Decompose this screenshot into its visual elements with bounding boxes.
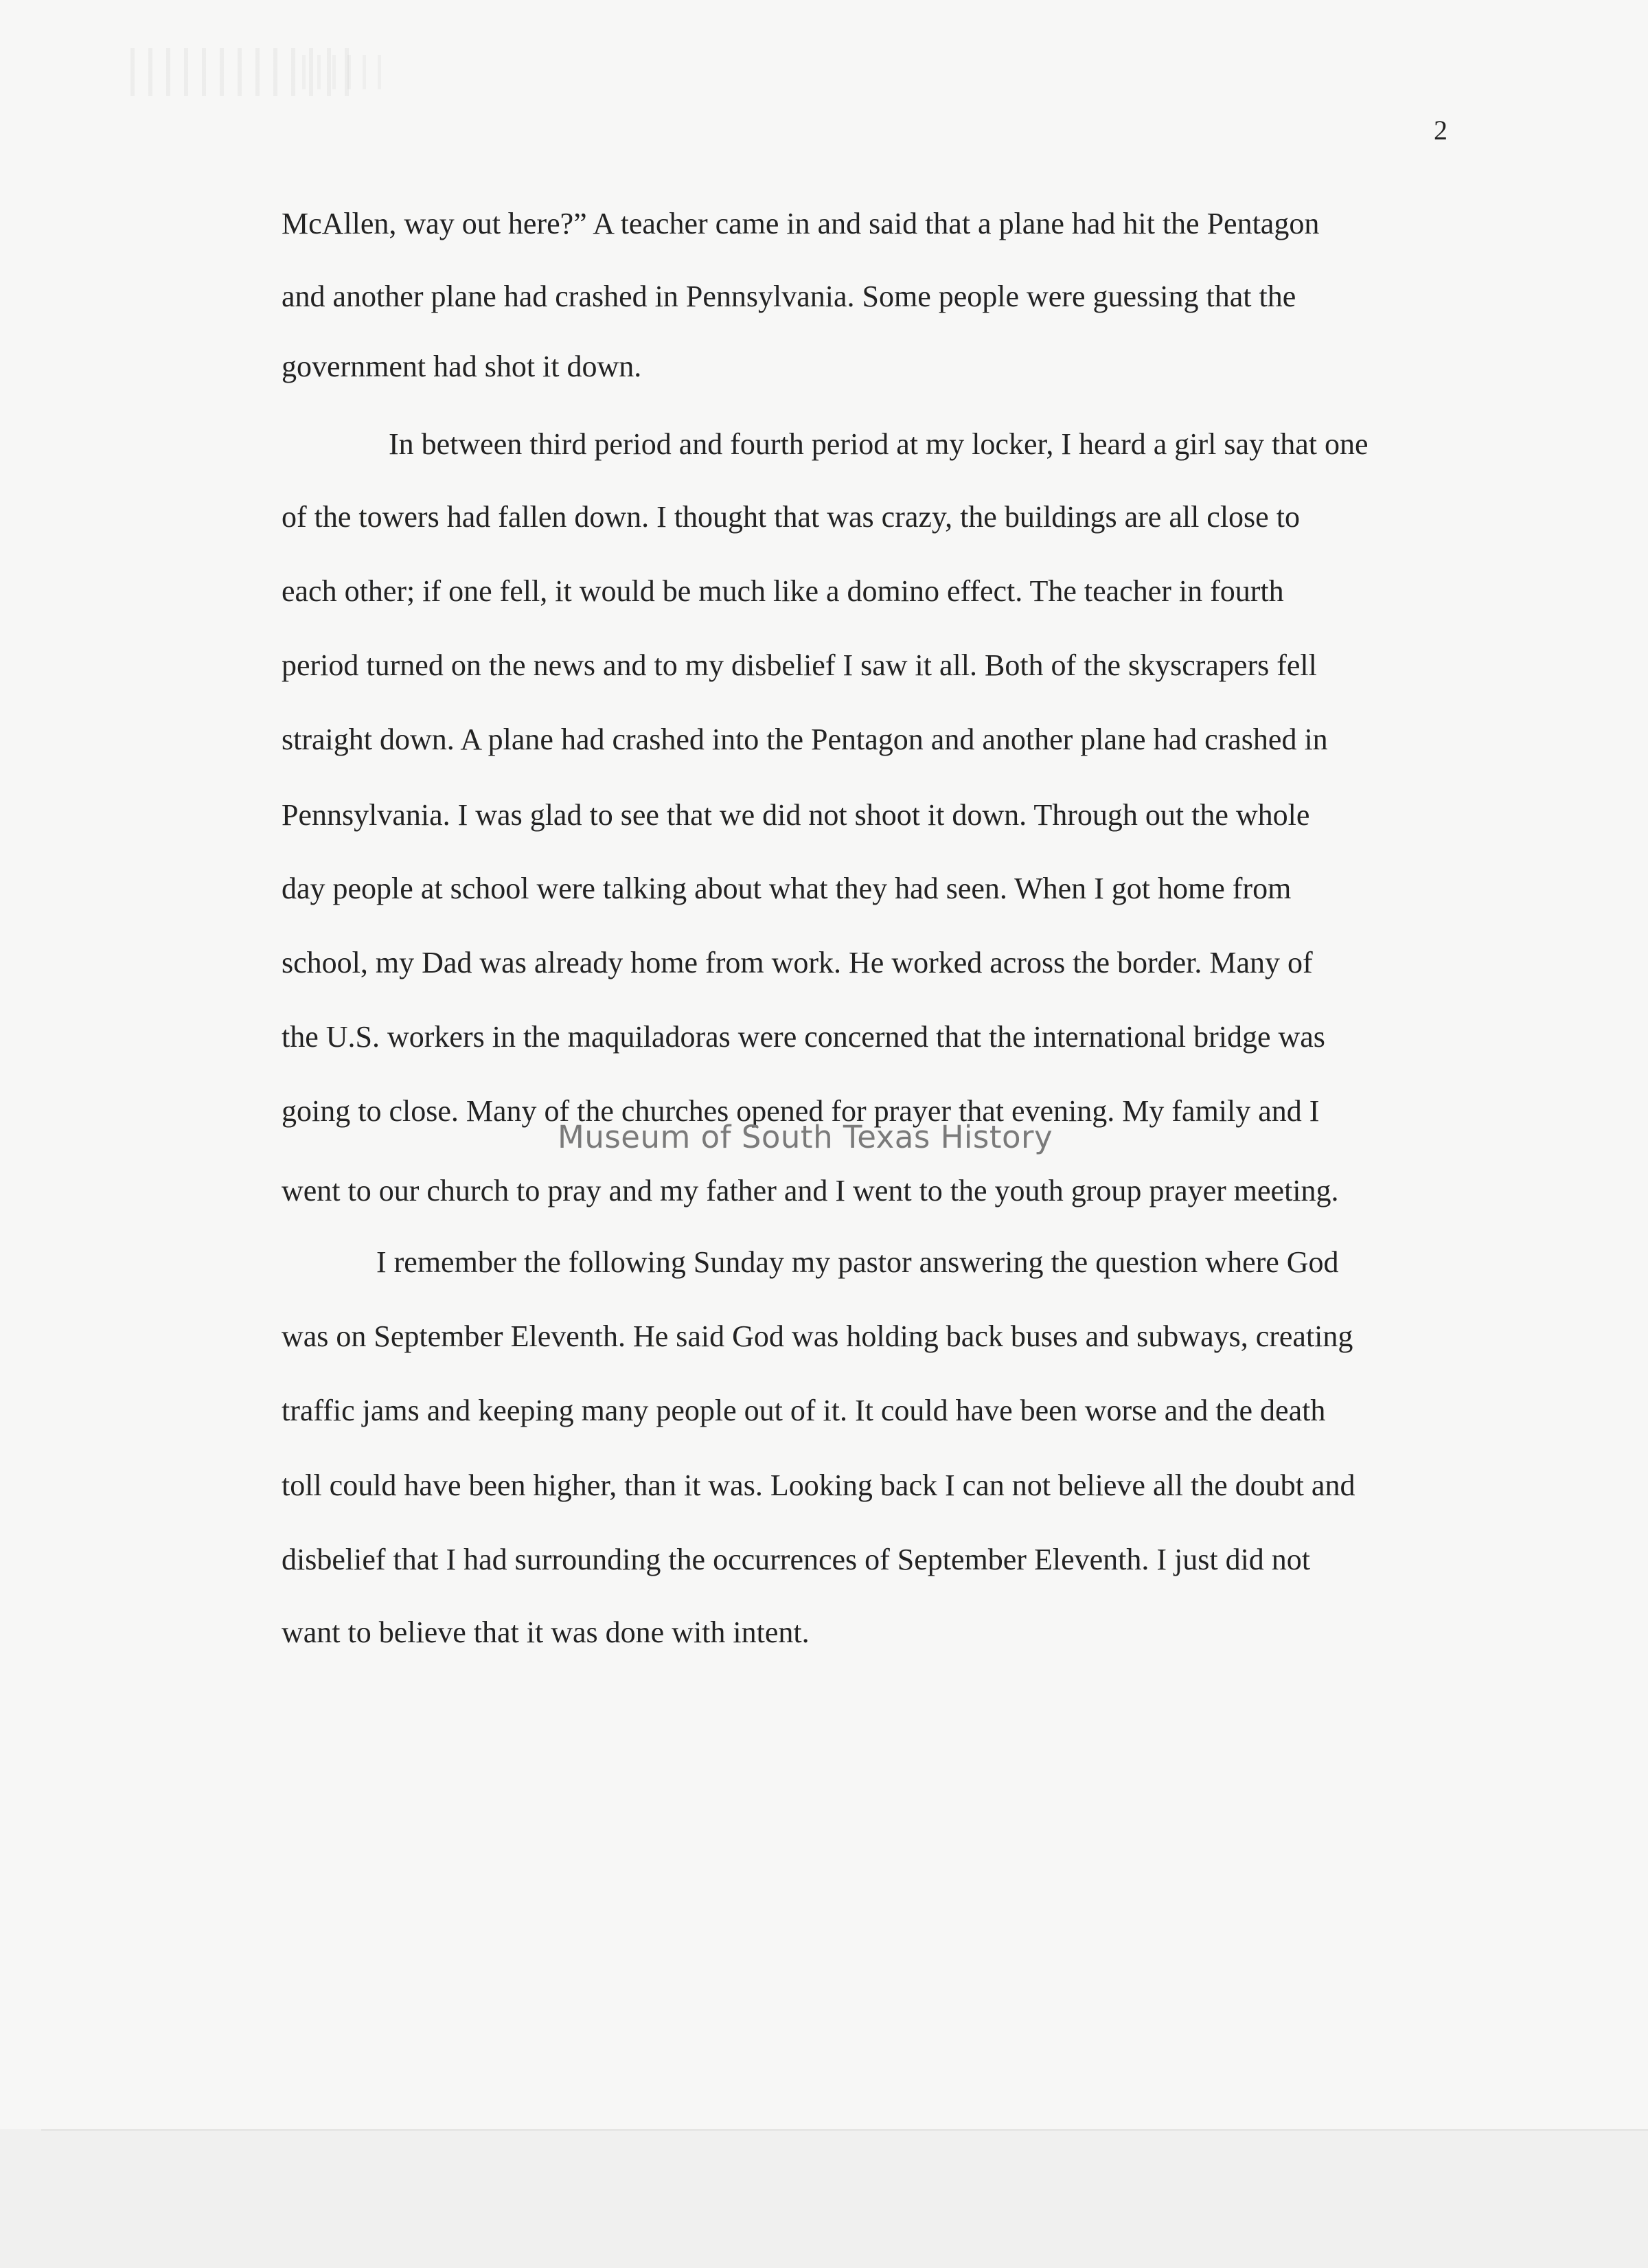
text-line: Pennsylvania. I was glad to see that we did not shoot it down. Through out the whole [282, 798, 1310, 832]
text-line: disbelief that I had surrounding the occurrences of September Eleventh. I just did not [282, 1543, 1311, 1576]
museum-watermark: Museum of South Texas History [558, 1119, 1053, 1155]
text-line: each other; if one fell, it would be much like a domino effect. The teacher in fourth [282, 574, 1284, 608]
text-line: period turned on the news and to my disbelief I saw it all. Both of the skyscrapers fell [282, 648, 1317, 682]
text-line: government had shot it down. [282, 350, 642, 383]
text-line: of the towers had fallen down. I thought that was crazy, the buildings are all close to [282, 500, 1300, 534]
text-line: the U.S. workers in the maquiladoras were concerned that the international bridge was [282, 1020, 1325, 1054]
text-line: going to close. Many of the churches opened for prayer that evening. My family and I [282, 1094, 1320, 1128]
text-line: day people at school were talking about what they had seen. When I got home from [282, 872, 1292, 905]
text-line: went to our church to pray and my father and I went to the youth group prayer meeting. [282, 1174, 1339, 1207]
text-line: traffic jams and keeping many people out of it. It could have been worse and the death [282, 1394, 1326, 1427]
page-number: 2 [1434, 115, 1447, 146]
text-line: McAllen, way out here?” A teacher came in and said that a plane had hit the Pentagon [282, 207, 1320, 240]
text-line: school, my Dad was already home from work. He worked across the border. Many of [282, 946, 1313, 979]
text-line: straight down. A plane had crashed into the Pentagon and another plane had crashed in [282, 723, 1328, 756]
text-line: and another plane had crashed in Pennsylvania. Some people were guessing that the [282, 280, 1296, 313]
text-line: want to believe that it was done with intent. [282, 1615, 810, 1649]
bleed-through-mark [302, 55, 385, 89]
text-line: toll could have been higher, than it was. Looking back I can not believe all the doubt and [282, 1468, 1355, 1502]
paragraph-start-line: I remember the following Sunday my pastor answering the question where God [376, 1245, 1339, 1279]
paragraph-start-line: In between third period and fourth period at my locker, I heard a girl say that one [389, 427, 1369, 461]
text-line: was on September Eleventh. He said God was holding back buses and subways, creating [282, 1319, 1353, 1353]
page-edge [41, 2129, 1648, 2131]
